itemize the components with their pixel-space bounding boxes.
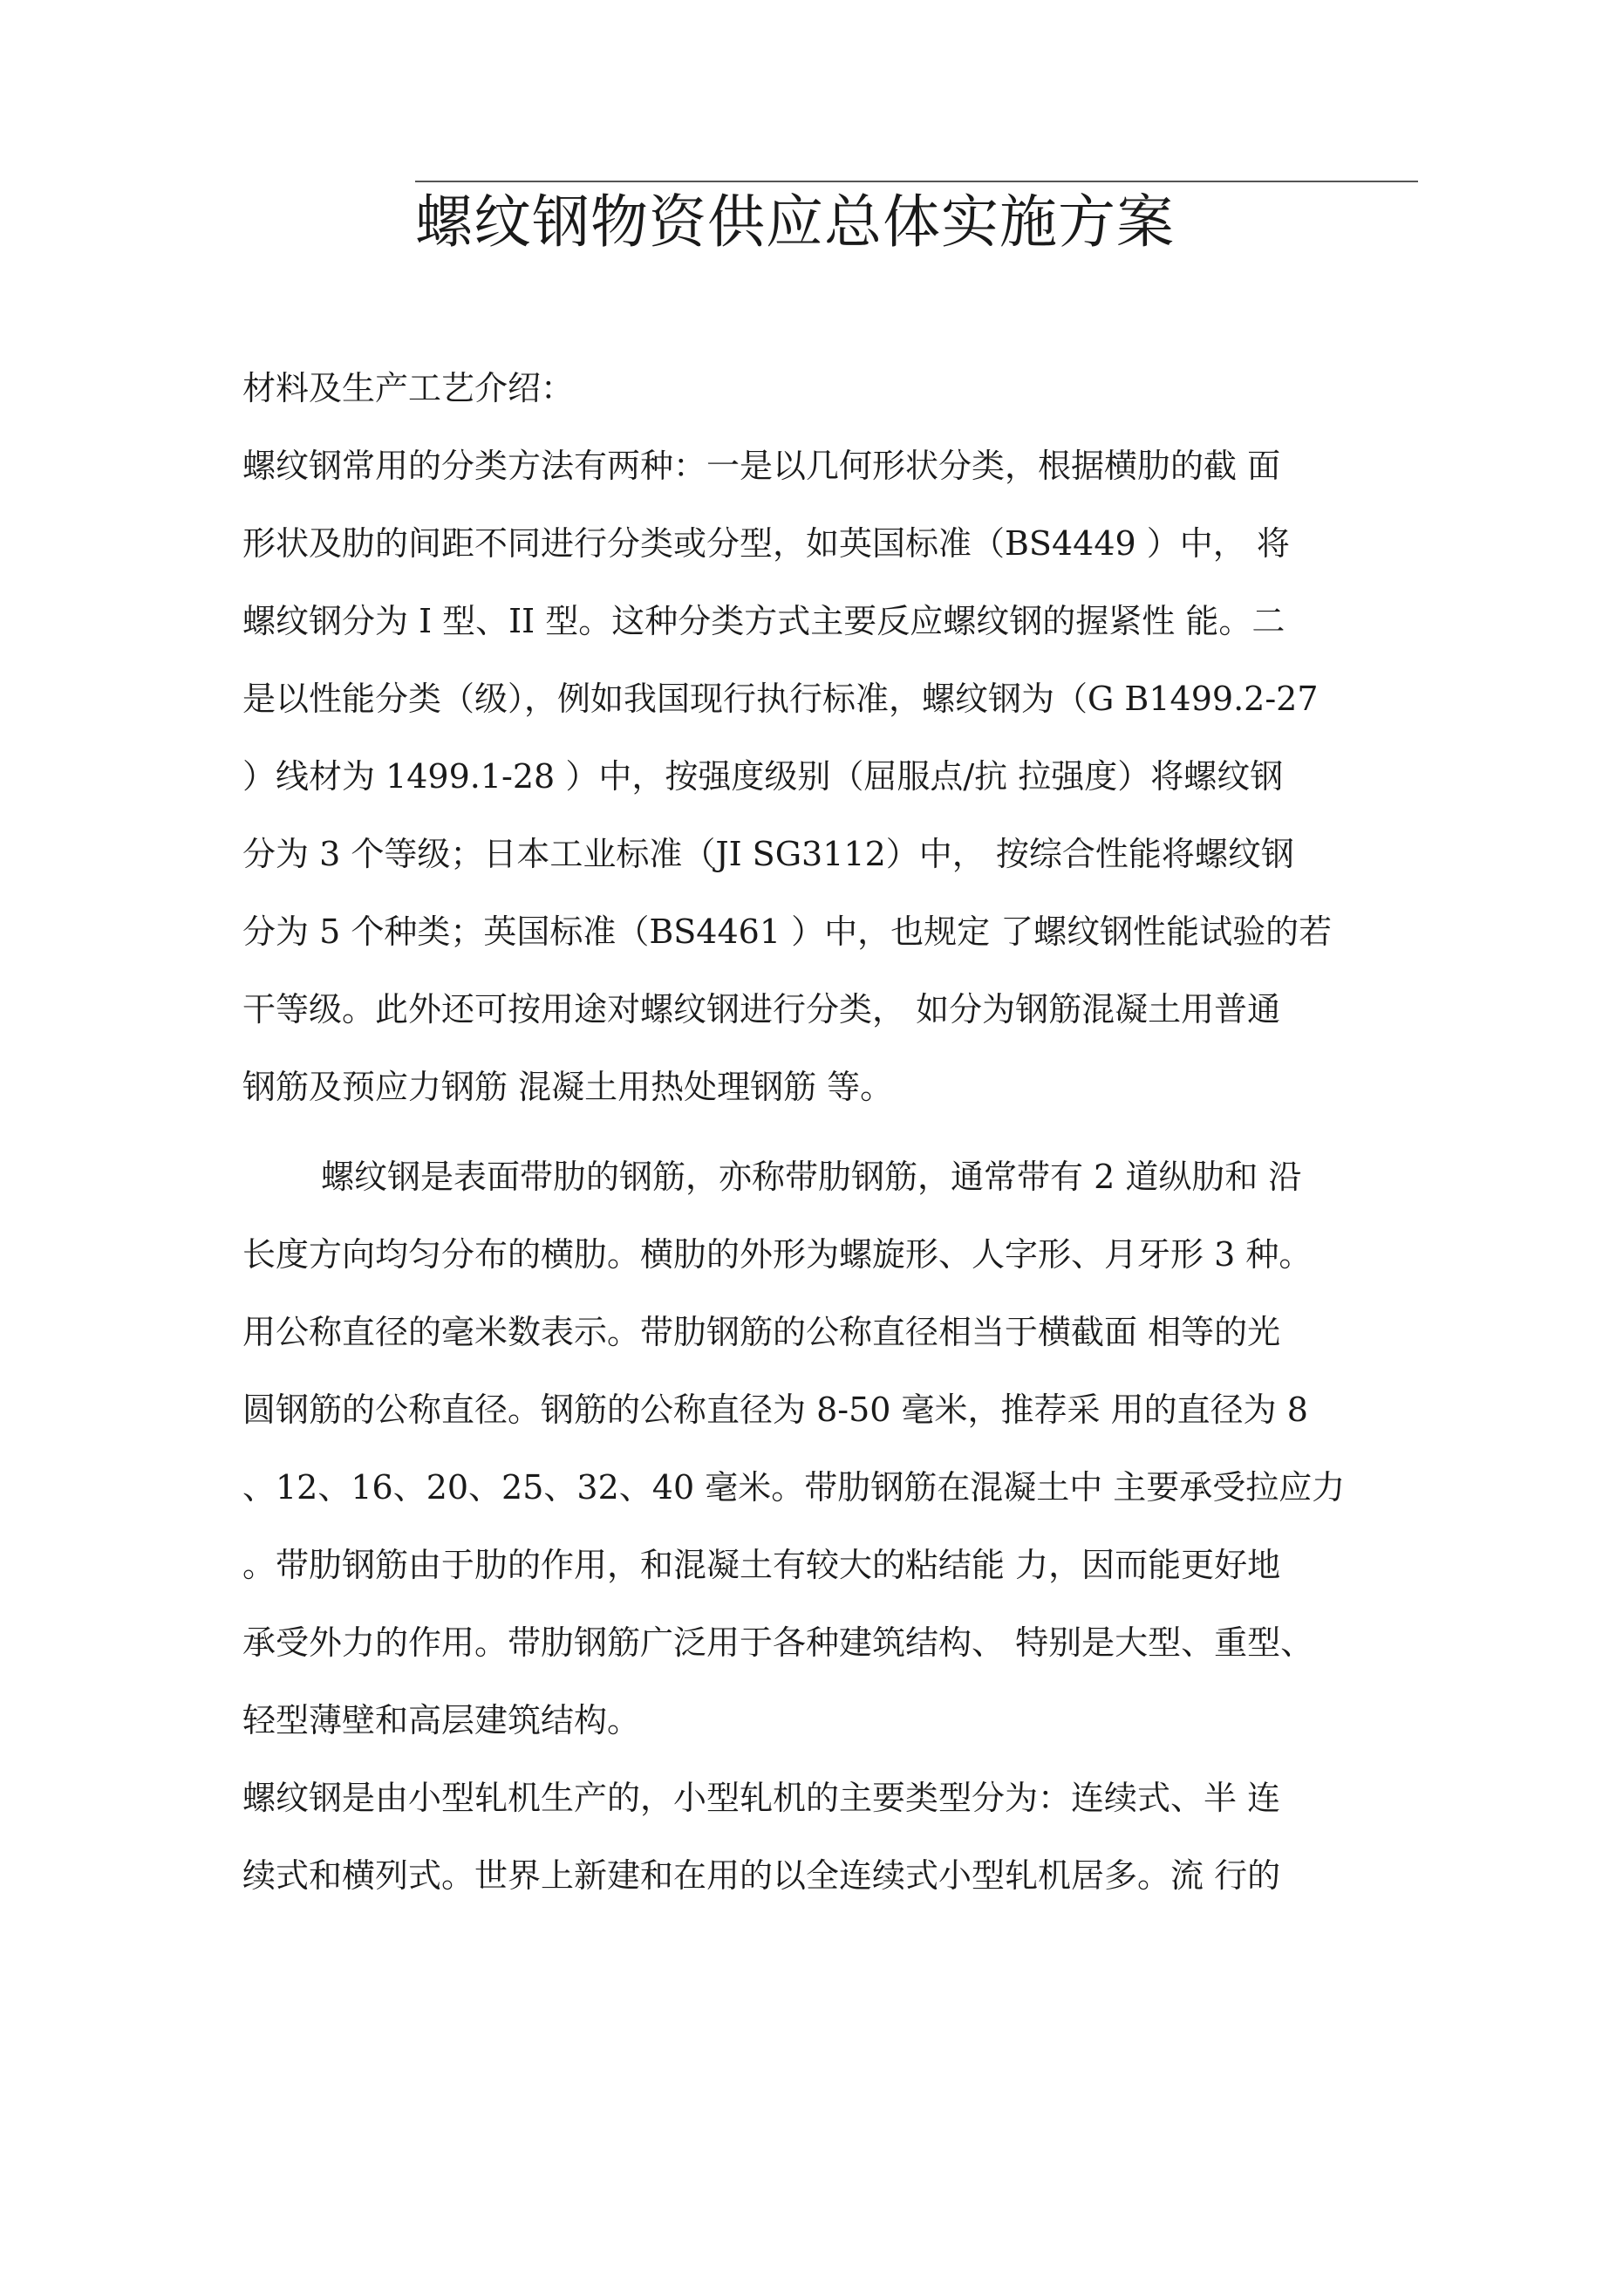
section-heading: 材料及生产工艺介绍： (242, 369, 575, 407)
paragraph-2-line: 、12、16、20、25、32、40 毫米。带肋钢筋在混凝土中 主要承受拉应力 (242, 1468, 1346, 1507)
paragraph-2-line: 承受外力的作用。带肋钢筋广泛用于各种建筑结构、 特别是大型、重型、 (242, 1623, 1314, 1662)
paragraph-1-line: 分为 5 个种类；英国标准（BS4461 ）中，也规定 了螺纹钢性能试验的若 (242, 912, 1333, 951)
paragraph-1-line: 分为 3 个等级；日本工业标准（JI SG3112）中， 按综合性能将螺纹钢 (242, 835, 1294, 873)
paragraph-1-line: 形状及肋的间距不同进行分类或分型，如英国标准（BS4449 ）中， 将 (242, 524, 1290, 563)
document-body (242, 350, 1398, 1915)
header-rule (415, 181, 1418, 182)
paragraph-2-line: 用公称直径的毫米数表示。带肋钢筋的公称直径相当于横截面 相等的光 (242, 1313, 1281, 1351)
paragraph-1-line: 干等级。此外还可按用途对螺纹钢进行分类， 如分为钢筋混凝土用普通 (242, 990, 1281, 1028)
paragraph-1-line: 是以性能分类（级），例如我国现行执行标准，螺纹钢为（G B1499.2-27 (242, 680, 1319, 718)
paragraph-1-line: ）线材为 1499.1-28 ）中，按强度级别（屈服点/抗 拉强度）将螺纹钢 (242, 757, 1284, 796)
paragraph-1-line: 螺纹钢分为 I 型、II 型。这种分类方式主要反应螺纹钢的握紧性 能。二 (242, 602, 1285, 640)
paragraph-1-line: 钢筋及预应力钢筋 混凝土用热处理钢筋 等。 (242, 1068, 894, 1106)
paragraph-2-line: 轻型薄壁和高层建筑结构。 (242, 1701, 641, 1739)
paragraph-2-line: 。带肋钢筋由于肋的作用，和混凝土有较大的粘结能 力，因而能更好地 (242, 1546, 1281, 1584)
paragraph-2-line: 圆钢筋的公称直径。钢筋的公称直径为 8-50 毫米，推荐采 用的直径为 8 (242, 1391, 1308, 1429)
paragraph-2-line: 螺纹钢是表面带肋的钢筋，亦称带肋钢筋，通常带有 2 道纵肋和 沿 (321, 1158, 1302, 1196)
paragraph-1-line: 螺纹钢常用的分类方法有两种：一是以几何形状分类，根据横肋的截 面 (242, 447, 1281, 485)
paragraph-2-line: 长度方向均匀分布的横肋。横肋的外形为螺旋形、人字形、月牙形 3 种。 (242, 1235, 1313, 1274)
document-title: 螺纹钢物资供应总体实施方案 (415, 188, 1175, 256)
paragraph-3-line: 续式和横列式。世界上新建和在用的以全连续式小型轧机居多。流 行的 (242, 1856, 1281, 1895)
paragraph-3-line: 螺纹钢是由小型轧机生产的，小型轧机的主要类型分为：连续式、半 连 (242, 1779, 1281, 1817)
